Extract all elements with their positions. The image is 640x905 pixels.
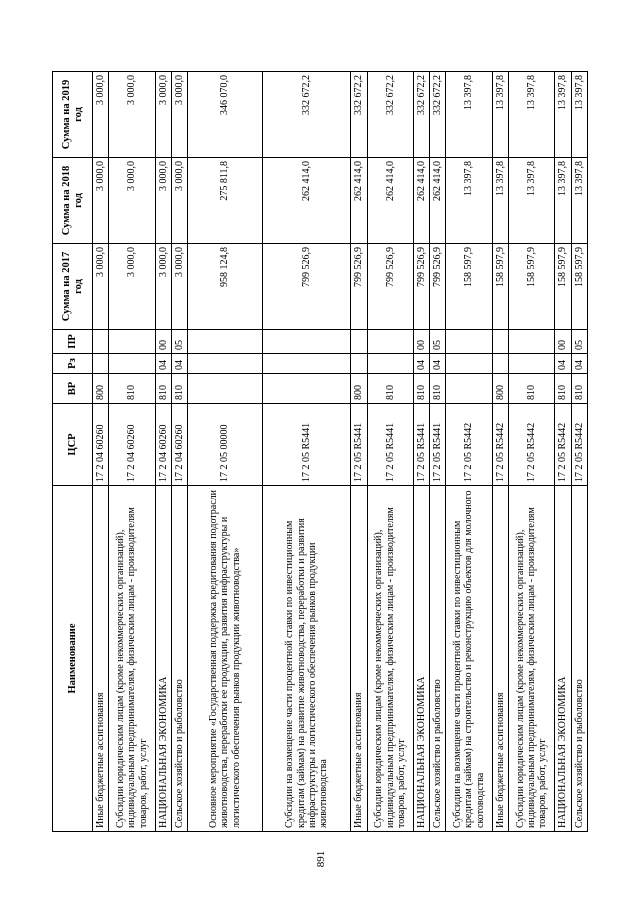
cell-vr: 810 (509, 374, 555, 404)
cell-pr (351, 330, 367, 354)
cell-sum-2017: 799 526,9 (263, 244, 351, 330)
cell-sum-2018: 262 414,0 (367, 158, 413, 244)
cell-sum-2019: 13 397,8 (571, 72, 587, 158)
cell-rz: 04 (413, 354, 429, 374)
cell-vr (188, 374, 263, 404)
cell-sum-2017: 158 597,9 (446, 244, 492, 330)
cell-csr: 17 2 05 R5442 (571, 404, 587, 486)
cell-vr (446, 374, 492, 404)
cell-sum-2018: 262 414,0 (413, 158, 429, 244)
cell-rz (263, 354, 351, 374)
cell-vr: 810 (109, 374, 155, 404)
cell-sum-2018: 3 000,0 (155, 158, 171, 244)
header-sum-2019: Сумма на 2019 год (53, 72, 93, 158)
cell-pr (263, 330, 351, 354)
table-row (430, 72, 446, 832)
cell-pr (93, 330, 109, 354)
cell-rz (446, 354, 492, 374)
cell-csr: 17 2 05 R5442 (555, 404, 571, 486)
cell-name: Сельское хозяйство и рыболовство (171, 486, 187, 832)
cell-name: Сельское хозяйство и рыболовство (430, 486, 446, 832)
cell-sum-2017: 158 597,9 (555, 244, 571, 330)
cell-sum-2017: 799 526,9 (413, 244, 429, 330)
cell-sum-2018: 13 397,8 (509, 158, 555, 244)
table-row (413, 72, 429, 832)
cell-sum-2017: 799 526,9 (351, 244, 367, 330)
cell-sum-2019: 3 000,0 (171, 72, 187, 158)
cell-csr: 17 2 04 60260 (109, 404, 155, 486)
cell-name: НАЦИОНАЛЬНАЯ ЭКОНОМИКА (413, 486, 429, 832)
cell-pr: 00 (155, 330, 171, 354)
cell-pr (509, 330, 555, 354)
cell-pr (492, 330, 508, 354)
table-row (446, 72, 492, 832)
cell-csr: 17 2 05 R5441 (263, 404, 351, 486)
cell-rz: 04 (555, 354, 571, 374)
table-row (492, 72, 508, 832)
cell-csr: 17 2 05 R5441 (430, 404, 446, 486)
cell-name: Субсидии на возмещение части процентной ставки по инвестиционным кредитам (займам) на развитие животноводства, переработки и развития инфраструктуры и логистического обеспечения рынков продукции животноводства (263, 486, 351, 832)
cell-csr: 17 2 05 R5441 (367, 404, 413, 486)
cell-vr: 810 (555, 374, 571, 404)
cell-sum-2018: 262 414,0 (263, 158, 351, 244)
table-header (53, 72, 93, 832)
cell-rz (367, 354, 413, 374)
cell-vr: 810 (155, 374, 171, 404)
cell-vr: 810 (171, 374, 187, 404)
cell-csr: 17 2 05 R5442 (492, 404, 508, 486)
table-row (509, 72, 555, 832)
cell-sum-2017: 158 597,9 (571, 244, 587, 330)
cell-sum-2019: 13 397,8 (446, 72, 492, 158)
cell-rz (492, 354, 508, 374)
cell-pr (109, 330, 155, 354)
cell-sum-2019: 332 672,2 (413, 72, 429, 158)
cell-csr: 17 2 04 60260 (155, 404, 171, 486)
table-row (171, 72, 187, 832)
cell-sum-2019: 13 397,8 (509, 72, 555, 158)
cell-sum-2019: 13 397,8 (492, 72, 508, 158)
cell-pr: 05 (430, 330, 446, 354)
cell-sum-2017: 158 597,9 (509, 244, 555, 330)
header-sum-2017: Сумма на 2017 год (53, 244, 93, 330)
cell-sum-2019: 332 672,2 (367, 72, 413, 158)
cell-sum-2017: 3 000,0 (155, 244, 171, 330)
cell-sum-2017: 799 526,9 (367, 244, 413, 330)
cell-sum-2019: 332 672,2 (263, 72, 351, 158)
cell-sum-2017: 3 000,0 (109, 244, 155, 330)
cell-csr: 17 2 05 00000 (188, 404, 263, 486)
cell-sum-2017: 958 124,8 (188, 244, 263, 330)
header-csr: ЦСР (53, 404, 93, 486)
cell-sum-2019: 3 000,0 (155, 72, 171, 158)
cell-sum-2017: 799 526,9 (430, 244, 446, 330)
cell-pr (446, 330, 492, 354)
table-row (367, 72, 413, 832)
header-rz: Рз (53, 354, 93, 374)
cell-sum-2018: 13 397,8 (492, 158, 508, 244)
table-row (188, 72, 263, 832)
cell-csr: 17 2 04 60260 (171, 404, 187, 486)
cell-csr: 17 2 05 R5441 (351, 404, 367, 486)
cell-name: Субсидии юридическим лицам (кроме некоммерческих организаций), индивидуальным предпринимателям, физическим лицам - производителям товаров, работ, услуг (109, 486, 155, 832)
cell-pr (188, 330, 263, 354)
cell-name: Субсидии на возмещение части процентной ставки по инвестиционным кредитам (займам) на строительство и реконструкцию объектов для молочного скотоводства (446, 486, 492, 832)
cell-sum-2017: 3 000,0 (93, 244, 109, 330)
cell-vr (263, 374, 351, 404)
cell-sum-2019: 3 000,0 (93, 72, 109, 158)
cell-vr: 810 (430, 374, 446, 404)
cell-rz: 04 (571, 354, 587, 374)
cell-name: Иные бюджетные ассигнования (93, 486, 109, 832)
table-row (555, 72, 571, 832)
cell-vr: 810 (571, 374, 587, 404)
cell-sum-2018: 262 414,0 (430, 158, 446, 244)
cell-name: Иные бюджетные ассигнования (351, 486, 367, 832)
cell-sum-2018: 13 397,8 (555, 158, 571, 244)
rotated-table-container (52, 72, 588, 832)
cell-name: Субсидии юридическим лицам (кроме некоммерческих организаций), индивидуальным предпринимателям, физическим лицам - производителям товаров, работ, услуг (509, 486, 555, 832)
cell-sum-2018: 3 000,0 (171, 158, 187, 244)
cell-vr: 810 (367, 374, 413, 404)
cell-sum-2018: 262 414,0 (351, 158, 367, 244)
cell-name: НАЦИОНАЛЬНАЯ ЭКОНОМИКА (555, 486, 571, 832)
cell-name: Основное мероприятие «Государственная поддержка кредитования подотрасли животноводства, переработки ее продукции, развития инфраструктуры и логистического обеспечения рынков продукции животноводства» (188, 486, 263, 832)
cell-csr: 17 2 04 60260 (93, 404, 109, 486)
cell-csr: 17 2 05 R5442 (509, 404, 555, 486)
header-vr: ВР (53, 374, 93, 404)
header-name: Наименование (53, 486, 93, 832)
cell-sum-2019: 13 397,8 (555, 72, 571, 158)
cell-name: Иные бюджетные ассигнования (492, 486, 508, 832)
cell-csr: 17 2 05 R5442 (446, 404, 492, 486)
cell-rz (188, 354, 263, 374)
budget-table (52, 71, 588, 832)
cell-rz (509, 354, 555, 374)
cell-sum-2018: 13 397,8 (571, 158, 587, 244)
cell-vr: 800 (93, 374, 109, 404)
table-row (351, 72, 367, 832)
cell-rz: 04 (171, 354, 187, 374)
cell-pr: 00 (555, 330, 571, 354)
cell-rz (351, 354, 367, 374)
table-row (571, 72, 587, 832)
table-row (93, 72, 109, 832)
cell-sum-2019: 3 000,0 (109, 72, 155, 158)
cell-sum-2019: 346 070,0 (188, 72, 263, 158)
cell-name: Субсидии юридическим лицам (кроме некоммерческих организаций), индивидуальным предпринимателям, физическим лицам - производителям товаров, работ, услуг (367, 486, 413, 832)
cell-rz (93, 354, 109, 374)
cell-sum-2018: 3 000,0 (109, 158, 155, 244)
cell-pr: 05 (571, 330, 587, 354)
cell-csr: 17 2 05 R5441 (413, 404, 429, 486)
cell-name: Сельское хозяйство и рыболовство (571, 486, 587, 832)
cell-name: НАЦИОНАЛЬНАЯ ЭКОНОМИКА (155, 486, 171, 832)
cell-rz: 04 (155, 354, 171, 374)
cell-vr: 810 (413, 374, 429, 404)
table-row (109, 72, 155, 832)
cell-sum-2019: 332 672,2 (430, 72, 446, 158)
cell-sum-2018: 275 811,8 (188, 158, 263, 244)
cell-rz: 04 (430, 354, 446, 374)
cell-sum-2018: 13 397,8 (446, 158, 492, 244)
cell-sum-2017: 3 000,0 (171, 244, 187, 330)
table-row (155, 72, 171, 832)
cell-rz (109, 354, 155, 374)
header-sum-2018: Сумма на 2018 год (53, 158, 93, 244)
cell-vr: 800 (492, 374, 508, 404)
cell-pr: 05 (171, 330, 187, 354)
cell-sum-2018: 3 000,0 (93, 158, 109, 244)
cell-sum-2019: 332 672,2 (351, 72, 367, 158)
header-pr: ПР (53, 330, 93, 354)
cell-vr: 800 (351, 374, 367, 404)
page-number: 891 (315, 850, 327, 868)
table-row (263, 72, 351, 832)
table-body (93, 72, 588, 832)
cell-pr: 00 (413, 330, 429, 354)
cell-sum-2017: 158 597,9 (492, 244, 508, 330)
cell-pr (367, 330, 413, 354)
